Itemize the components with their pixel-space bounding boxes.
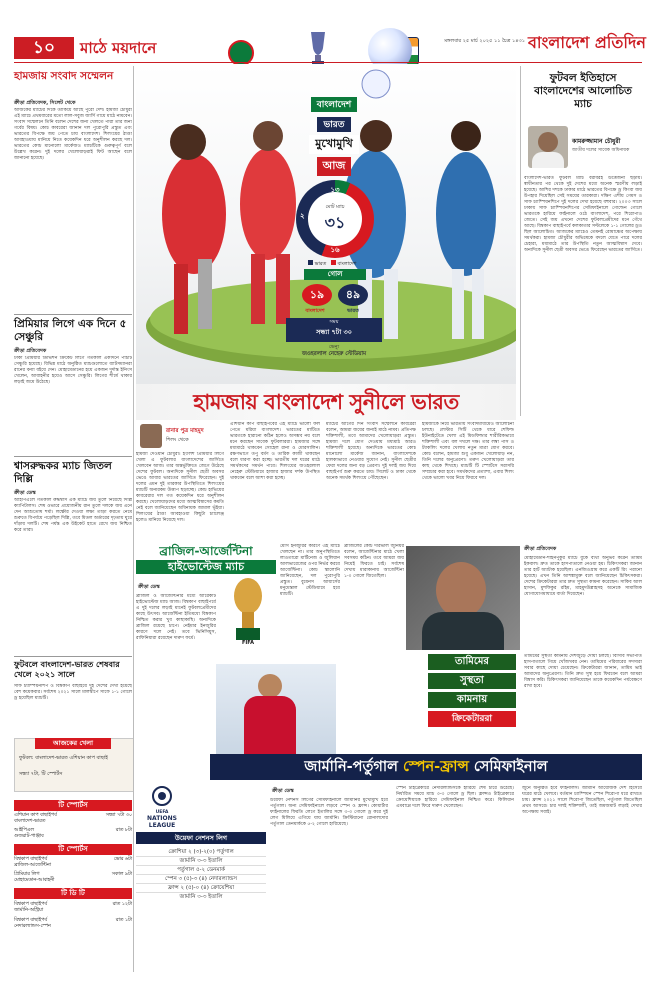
stats-total-label: মোট ম্যাচ — [325, 204, 345, 210]
tv-row-event: এশিয়ান কাপ বাছাইপর্ব — [14, 813, 57, 818]
history-body: বাংলাদেশ-ভারত ফুটবল ম্যাচ বরাবরই উত্তেজনা ছড়ায়। স্বাধীনতার পর থেকে দুই দেশের মধ্যে অনেক স্মরণীয় লড়াই হয়েছে। আশির দশকে ঢাকার মাঠে ভারতের বিপক্ষে ড্র কিংবা জয় উপহার দিয়েছিল সেই সময়ের তারকারা। দক্ষিণ এশীয় গেমস ও সাফ চ্যাম্পিয়নশিপে দুই দলের দেখা হয়েছে বহুবার। ২০০৩ সালে ঢাকায় সাফ চ্যাম্পিয়নশিপের সেমিফাইনালে গোল্ডেন গোলে ভারতকে হারিয়ে ফাইনালে ওঠে বাংলাদেশ, পরে শিরোপাও জেতে। সেই জয় এখনো দেশের ফুটবলপ্রেমীদের মনে গেঁথে আছে। বিশ্বকাপ বাছাইপর্বে কলকাতার সল্টলেকে ১-১ গোলের ড্রও ছিল আলোচিত। আজকের ম্যাচেও তেমনই রোমাঞ্চের অপেক্ষায় সমর্থকরা। হামজা চৌধুরীর অভিষেকে বদলে যেতে পারে দলের চেহারা, মধ্যমাঠে তার উপস্থিতি নতুন আত্মবিশ্বাস দেবে। অন্যদিকে সুনীল ছেত্রী অবসর ভেঙে ফিরেছেন ভারতের জার্সিতে। — [524, 176, 642, 253]
result-4: স্পেন ৩ (৫)-৩ (৪) নেদারল্যান্ডস — [136, 875, 266, 884]
story-hamza-presser-body: আজকের ম্যাচের দিকে তাকিয়ে আছে পুরো দেশ। হামজা চৌধুরী এই ম্যাচে প্রথমবারের মতো লাল-সবুজ জার্সি গায়ে মাঠে নামবেন। সংবাদ সম্মেলনে তিনি বলেন দেশের জন্য খেলতে পারা তার জন্য গর্বের বিষয়। কোচ কাবরেরা জানান দল পুরোপুরি প্রস্তুত এবং ভারতের বিপক্ষে জয় পেতে চায় বাংলাদেশ। শিলংয়ের ঠাণ্ডা আবহাওয়ায় মানিয়ে নিতে কয়েকদিন ধরে অনুশীলন করছে দল। ভারতের কোচ মানোলো মার্কেজও ম্যাচটিকে গুরুত্বপূর্ণ বলে উল্লেখ করেন। দুই দলের খেলোয়াড়রাই ফিট আছেন বলে জানানো হয়েছে। — [14, 108, 132, 161]
story-delhi-byline: ক্রীড়া ডেস্ক — [14, 490, 36, 496]
story-hamza-presser-title: হামজায় সংবাদ সম্মেলন — [14, 70, 114, 82]
tamim-line-2: সুস্থতা — [428, 673, 516, 689]
story-delhi-title: শ্বাসরুদ্ধকর ম্যাচ জিতল দিল্লি — [14, 460, 112, 485]
tv-row-time: রাত ১টা — [115, 918, 132, 923]
main-headline-band — [136, 384, 516, 420]
tv-row-time: সন্ধ্যা ৭টা ৩০ — [105, 813, 132, 818]
time-box — [286, 318, 382, 342]
tamim-col-2: তামিমের সুস্থতা কামনায় দেশজুড়ে দোয়া চলছে। বিসিবি সভাপতি হাসপাতালে গিয়ে খোঁজখবর নেন। তামিমের পরিবারের সদস্যরা সবার কাছে দোয়া চেয়েছেন। ক্রিকেটাররা জানান, তামিম ভাই আমাদের অনুপ্রেরণা। তিনি দ্রুত সুস্থ হয়ে ফিরবেন বলে আমরা বিশ্বাস করি। চিকিৎসকরা জানিয়েছেন তাকে কয়েকদিন পর্যবেক্ষণে রাখা হবে। — [524, 654, 642, 689]
result-5: ফ্রান্স ২ (৫)-০ (৪) ক্রোয়েশিয়া — [136, 884, 266, 893]
tv-row-teams: গুজরাট-পাঞ্জাব — [14, 834, 44, 839]
tv-row-teams: ব্রাজিল-আর্জেন্টিনা — [14, 863, 51, 868]
stats-wins-bd: ২ — [300, 212, 305, 220]
hero-label-face-off: মুখোমুখি — [309, 135, 358, 154]
tv-channel-1: টি স্পোর্টস — [14, 800, 132, 811]
today-game-box — [14, 738, 134, 792]
tv-row — [14, 872, 132, 884]
nations-byline: ক্রীড়া ডেস্ক — [272, 788, 294, 794]
tamim-line-3: কামনায় — [428, 692, 516, 708]
author-photo — [528, 126, 568, 168]
nations-results — [136, 848, 266, 901]
tv-row-event: বিশ্বকাপ বাছাইপর্ব — [14, 857, 48, 862]
brazil-argentina-story — [136, 544, 406, 756]
venue-box — [282, 344, 386, 358]
tv-row-event: বিশ্বকাপ বাছাইপর্ব — [14, 918, 48, 923]
uefa-nations-league-logo — [140, 786, 184, 829]
main-col-3: ম্যাচের আগের দিন সংবাদ সম্মেলনে কাবরেরা বলেন, আমরা জয়ের জন্যই মাঠে নামব। প্রতিপক্ষ শক্তিশালী, তবে আমাদের খেলোয়াড়রা প্রস্তুত। হামজা দলে যোগ দেওয়ায় মধ্যমাঠ আরও শক্তিশালী হয়েছে। অন্যদিকে ভারতের কোচ মানোলো মার্কেজ জানান, বাংলাদেশকে হালকাভাবে নেওয়ার সুযোগ নেই। সুনীল ছেত্রীর ফেরা দলের জন্য বড় প্রেরণা। দুই দলই জয় দিয়ে বাছাইপর্ব শুরু করতে চায়। সিলেট ও ঢাকা থেকে অনেক সমর্থক শিলংয়ে পৌঁছেছেন। — [326, 422, 416, 481]
main-col-4: হামজাকে নিয়ে ভারতীয় সংবাদমাধ্যমেও আলোচনা চলছে। লেস্টার সিটি থেকে ধারে শেফিল্ড ইউনাইটেডে খেলা এই মিডফিল্ডার শারীরিকভাবে শক্তিশালী এবং বল দখলে দক্ষ। তার লম্বা পাস ও ট্যাকলিং দলের খেলায় নতুন মাত্রা যোগ করবে। কোচ বলেন, হামজা শুধু একজন খেলোয়াড় নন, তিনি দলের অনুপ্রেরণা। তরুণ খেলোয়াড়রা তার কাছ থেকে শিখছে। ম্যাচটি টি স্পোর্টসে সরাসরি সম্প্রচার করা হবে। সমর্থকদের প্রত্যাশা, এবার শিলং থেকে ভালো খবর নিয়ে ফিরবে দল। — [422, 422, 514, 481]
tv-row-time: রাত ১২টা — [112, 902, 132, 907]
tv-row — [14, 813, 132, 825]
story-premier-league-title: প্রিমিয়ার লিগে এক দিনে ৫ সেঞ্চুরি — [14, 318, 127, 343]
page-header — [0, 0, 650, 60]
nations-col-3: জুনে অনুষ্ঠিত হবে ফাইনালস। জার্মানি আয়োজক দেশ হিসেবে ঘরের মাঠে খেলবে। বর্তমান চ্যাম্পিয়ন স্পেন শিরোপা ধরে রাখতে চায়। ফ্রান্স ২০২১ সালে শিরোপা জিতেছিল, পর্তুগাল জিতেছিল প্রথম আসরে। চার দলই শক্তিশালী, তাই জমজমাট লড়াই দেখার অপেক্ষায় সবাই। — [522, 786, 642, 815]
fifa-badge: FIFA — [242, 640, 254, 646]
story-last-meeting-body: সাফ চ্যাম্পিয়নশিপ ও বিশ্বকাপ বাছাইয়ে দুই দেশের দেখা হয়েছে বেশ কয়েকবার। সর্বশেষ ২০২১ সালে মালদ্বীপে সাফে ১-১ গোলে ড্র হয়েছিল ম্যাচটি। — [14, 684, 132, 701]
logo-line-3: LEAGUE — [148, 822, 176, 829]
hero-graphic — [136, 64, 516, 384]
hero-match-label — [284, 92, 384, 176]
stats-donut — [296, 180, 374, 258]
result-3: পর্তুগাল ৫-২ ডেনমার্ক — [136, 866, 266, 875]
main-headline: হামজায় বাংলাদেশ সুনীলে ভারত — [193, 390, 459, 414]
venue-value: জওহরলাল নেহেরু স্টেডিয়াম — [301, 351, 367, 357]
today-game-line-1: ফুটবল: বাংলাদেশ-ভারত এশিয়ান কাপ বাছাই — [19, 755, 108, 761]
history-author: কামরুজ্জামান চৌধুরী — [572, 138, 621, 145]
result-2: জার্মানি ৩-৩ ইতালি — [136, 857, 266, 866]
brazil-kicker: ব্রাজিল-আর্জেন্টিনা — [159, 544, 253, 558]
main-story — [136, 422, 642, 540]
brazil-col-2: মেসি ইনজুরির কারণে এই ম্যাচে খেলছেন না। তার অনুপস্থিতিতে লাওতারো মার্টিনেজ ও জুলিয়ান আলভারেজের ওপর নির্ভর করবে আর্জেন্টিনা। কোচ স্কালোনি জানিয়েছেন, দল পুরোপুরি প্রস্তুত। বুয়েনস আয়ার্সের মনুমেন্তাল স্টেডিয়ামে হবে ম্যাচটি। — [280, 544, 340, 597]
tv-row-teams: জার্মানি-অস্ট্রিয়া — [14, 908, 44, 913]
tv-row-time: রাত ৮টা — [115, 828, 132, 833]
tamim-story — [406, 544, 642, 756]
section-title: মাঠে ময়দানে — [80, 39, 157, 57]
tv-row — [14, 918, 132, 930]
tv-row-event: প্রিমিয়ার লিগ — [14, 872, 40, 877]
goals-label: গোল — [304, 269, 366, 280]
result-6: জার্মানি ৩-৩ ইতালি — [179, 894, 223, 900]
reporter-place: শিলং থেকে — [166, 437, 189, 443]
story-last-meeting-title: ফুটবলে বাংলাদেশ-ভারত শেষবার খেলে ২০২১ সালে — [14, 660, 120, 679]
stats-wins-ind: ১৬ — [330, 246, 340, 254]
history-author-role: জাতীয় দলের সাবেক অধিনায়ক — [572, 148, 630, 153]
goals-india: ৪৯ — [338, 284, 368, 306]
tv-row-event: আইপিএল — [14, 828, 34, 833]
reporter-name: রানার পুত্র মাহমুদ — [166, 428, 204, 434]
brazil-title: হাইভোল্টেজ ম্যাচ — [136, 560, 276, 574]
reporter-photo — [140, 424, 162, 448]
goals-bangladesh: ১৯ — [302, 284, 332, 306]
tv-channel-3: টি ডি টি — [14, 888, 132, 899]
nations-headline — [210, 754, 642, 780]
today-game-title: আজকের খেলা — [35, 738, 111, 749]
nations-story — [270, 786, 642, 972]
nations-sub: উয়েফা নেশনস লিগ — [136, 832, 266, 844]
hero-label-bangladesh: বাংলাদেশ — [311, 97, 357, 112]
history-title: ফুটবল ইতিহাসে বাংলাদেশের আলোচিত ম্যাচ — [534, 72, 632, 110]
venue-label: ভেন্যু — [328, 344, 340, 350]
issue-date: মঙ্গলবার ২৫ মার্চ ২০২৫ ১১ চৈত্র ১৪৩১ — [444, 38, 525, 44]
stats-legend — [308, 260, 372, 269]
story-premier-league-body: ঢাকা প্রিমিয়ার ডিভিশন ক্রিকেট লিগে গতকাল একদিনে পাঁচটি সেঞ্চুরি হয়েছে। বিভিন্ন মাঠে অনুষ্ঠিত ম্যাচগুলোতে ব্যাটসম্যানরা রানের বন্যা বইয়ে দেন। মোহামেডানের হয়ে একজন দুর্দান্ত ইনিংস খেলেন, আবাহনীর হয়েও আসে সেঞ্চুরি। লিগের শীর্ষে থাকার লড়াই জমে উঠেছে। — [14, 356, 132, 385]
story-hamza-presser-byline: ক্রীড়া প্রতিবেদক, সিলেট থেকে — [14, 100, 76, 106]
left-column — [14, 66, 132, 971]
tv-row-event: বিশ্বকাপ বাছাইপর্ব — [14, 902, 48, 907]
goals-india-label: ভারত — [347, 308, 359, 314]
tv-row-teams: বাংলাদেশ-ভারত — [14, 819, 46, 824]
main-col-1: হামজা দেওয়ান চৌধুরী। ইংলিশ প্রিমিয়ার লিগে খেলা এ ফুটবলার বাংলাদেশের জার্সিতে খেলবেন আজ। তার অন্তর্ভুক্তিতে জেগে উঠেছে দেশের ফুটবল। অন্যদিকে সুনীল ছেত্রী অবসর ভেঙে আবার ভারতের জার্সিতে ফিরেছেন। দুই দলের এমন দুই তারকার উপস্থিতিতে শিলংয়ের ম্যাচটি অন্যরকম উত্তাপ ছড়াচ্ছে। কোচ হাভিয়ের কাবরেরার দল গত কয়েকদিন ধরে অনুশীলন করছে। খেলোয়াড়দের মধ্যে আত্মবিশ্বাসের কমতি নেই বলে জানিয়েছেন অধিনায়ক জামাল ভূঁইয়া। শিলংয়ের ঠাণ্ডা আবহাওয়া কিছুটা চ্যালেঞ্জ হলেও মানিয়ে নিয়েছে দল। — [136, 452, 224, 523]
story-delhi-body: আইপিএলে গতকাল রুদ্ধশ্বাস এক ম্যাচে জয় তুলে নিয়েছে দিল্লি ক্যাপিটালস। শেষ ওভারে প্রয়োজনীয় রান তুলে দলকে জয় এনে দেন আশুতোষ শর্মা। লক্ষ্ণৌর দেওয়া লক্ষ্য তাড়া করতে নেমে শুরুতে বিপর্যয়ে পড়েছিল দিল্লি, তবে মিডল অর্ডারের দৃঢ়তায় ঘুরে দাঁড়ায় দলটি। শেষ পর্যন্ত এক উইকেট হাতে রেখে জয় নিশ্চিত করে তারা। — [14, 498, 132, 533]
nations-col-2: স্পেন টাইব্রেকারে নেদারল্যান্ডসকে হারিয়ে শেষ চারে উঠেছে। নির্ধারিত সময়ে ম্যাচ ৩-৩ গোলে ড্র ছিল। ফ্রান্সও টাইব্রেকারে ক্রোয়েশিয়াকে হারিয়ে সেমিফাইনাল নিশ্চিত করে। কিলিয়ান এমবাপ্পে দলে ফিরে দারুণ খেলেছেন। — [396, 786, 514, 809]
brazil-byline: ক্রীড়া ডেস্ক — [138, 584, 160, 590]
brazil-col-1: ব্রাজিল ও আর্জেন্টিনার মধ্যে আরেকটি হাইভোল্টেজ ম্যাচ আজ। বিশ্বকাপ বাছাইপর্বে এ দুই দলের লড়াই মানেই ফুটবলপ্রেমীদের কাছে উৎসব। আর্জেন্টিনা ইতিমধ্যে বিশ্বকাপ নিশ্চিত করার খুব কাছাকাছি। অন্যদিকে ব্রাজিল রয়েছে চাপে। নেইমার ইনজুরির কারণে দলে নেই। তবে ভিনিসিয়ুস, রাফিনিয়ারা রয়েছেন দারুণ ফর্মে। — [136, 594, 216, 641]
nations-col-1: উয়েফা নেশনস লিগের সেমিফাইনালে জার্মানির মুখোমুখি হবে পর্তুগাল। অন্য সেমিফাইনালে লড়বে স্পেন ও ফ্রান্স। কোয়ার্টার ফাইনালের ফিরতি লেগে ইতালির সঙ্গে ৩-৩ গোলে ড্র করে দুই লেগ মিলিয়ে এগিয়ে যায় জার্মানি। ক্রিস্টিয়ানো রোনালদোর পর্তুগাল ডেনমার্ককে ৫-২ গোলে হারিয়েছে। — [270, 798, 388, 827]
tv-channel-2: টি স্পোর্টস — [14, 844, 132, 855]
legend-bangladesh: বাংলাদেশ — [337, 261, 357, 267]
brazil-col-3: ব্রাজিলের কোচ দরিভাল জুনিয়র বলেন, আর্জেন্টিনার মাঠে খেলা সবসময় কঠিন। তবে আমরা জয় নিয়েই ফিরতে চাই। সর্বশেষ দেখায় মারাকানায় আর্জেন্টিনা ১-০ গোলে জিতেছিল। — [344, 544, 404, 579]
main-col-2: এশিয়ান কাপ বাছাইপর্বের এই ম্যাচে ভালো ফল পেতে মরিয়া বাংলাদেশ। ভারতের মাটিতে ভারতকে হারানো কঠিন হলেও অসম্ভব নয় বলে মনে করছেন সাবেক ফুটবলাররা। হামজার সঙ্গে মধ্যমাঠে থাকবেন সোহেল রানা ও মোরসালিন। রক্ষণভাগে তপু বর্মণ ও তারিক কাজী থাকছেন বলে ধারণা করা হচ্ছে। ভারতীয় দল ঘরের মাঠে সমর্থকদের সমর্থন পাবে। শিলংয়ের জওহরলাল নেহেরু স্টেডিয়ামে হাজার হাজার দর্শক উপস্থিত থাকবেন বলে আশা করা হচ্ছে। — [230, 422, 320, 481]
goals-bangladesh-label: বাংলাদেশ — [305, 308, 325, 314]
stats-draws: ১৩ — [330, 186, 340, 194]
tv-row-time: সকাল ৯টা — [111, 872, 132, 877]
today-game-line-2: সন্ধ্যা ৭টা, টি স্পোর্টস — [19, 771, 63, 777]
world-cup-trophy-icon — [220, 576, 276, 646]
time-value: সন্ধ্যা ৭টা ৩০ — [316, 328, 352, 336]
nations-headline-part-3: সেমিফাইনাল — [473, 759, 548, 775]
tv-row — [14, 902, 132, 914]
page-number: ১০ — [14, 37, 74, 59]
tamim-photo — [406, 546, 520, 650]
tamim-line-4: ক্রিকেটাররা — [428, 711, 516, 727]
tamim-col-1: মোহামেডান-শাইনপুকুর ম্যাচে বুকে ব্যথা অনুভব করেন তামিম ইকবাল। দ্রুত তাকে হাসপাতালে নেওয়া হয়। চিকিৎসকরা জানান তার হার্ট অ্যাটাক হয়েছিল। এনজিওগ্রাম করে একটি রিং পরানো হয়েছে। এখন তিনি আশঙ্কামুক্ত বলে জানিয়েছেন চিকিৎসকরা। দেশের ক্রিকেটাররা তার দ্রুত সুস্থতা কামনা করেছেন। সাকিব আল হাসান, মুশফিকুর রহিম, মাহমুদউল্লাহসহ অনেকে সামাজিক যোগাযোগমাধ্যমে বার্তা দিয়েছেন। — [524, 556, 642, 597]
logo-line-2: NATIONS — [147, 815, 177, 822]
result-1: ক্রোশিয়া ২ (৩)-২(০) পর্তুগাল — [136, 848, 266, 857]
masthead-logo: বাংলাদেশ প্রতিদিন — [528, 33, 646, 52]
tamim-byline: ক্রীড়া প্রতিবেদক — [524, 546, 557, 552]
time-label: সময় — [329, 319, 339, 325]
legend-india: ভারত — [314, 261, 327, 267]
nations-headline-part-2: স্পেন-ফ্রান্স — [402, 759, 469, 775]
nations-sidebar — [136, 786, 266, 972]
nations-headline-part-1: জার্মানি-পর্তুগাল — [304, 759, 398, 775]
tamim-headline — [428, 654, 516, 727]
tamim-line-1: তামিমের — [428, 654, 516, 670]
tv-row — [14, 857, 132, 869]
tv-row — [14, 828, 132, 840]
stats-total: ৩১ — [324, 213, 346, 232]
tv-row-teams: নেদারল্যান্ডস-স্পেন — [14, 924, 51, 929]
tv-row-teams: মোহামেডান-আবাহনী — [14, 878, 55, 883]
hero-label-india: ভারত — [317, 117, 350, 132]
story-premier-league-byline: ক্রীড়া প্রতিবেদক — [14, 348, 47, 354]
logo-line-1: UEFA — [155, 810, 169, 815]
ronaldo-photo — [216, 664, 336, 756]
nations-headline-band — [210, 754, 642, 780]
tv-row-time: ভোর ৬টা — [113, 857, 132, 862]
hero-label-today: আজ — [317, 157, 352, 176]
tv-guide — [14, 800, 132, 970]
